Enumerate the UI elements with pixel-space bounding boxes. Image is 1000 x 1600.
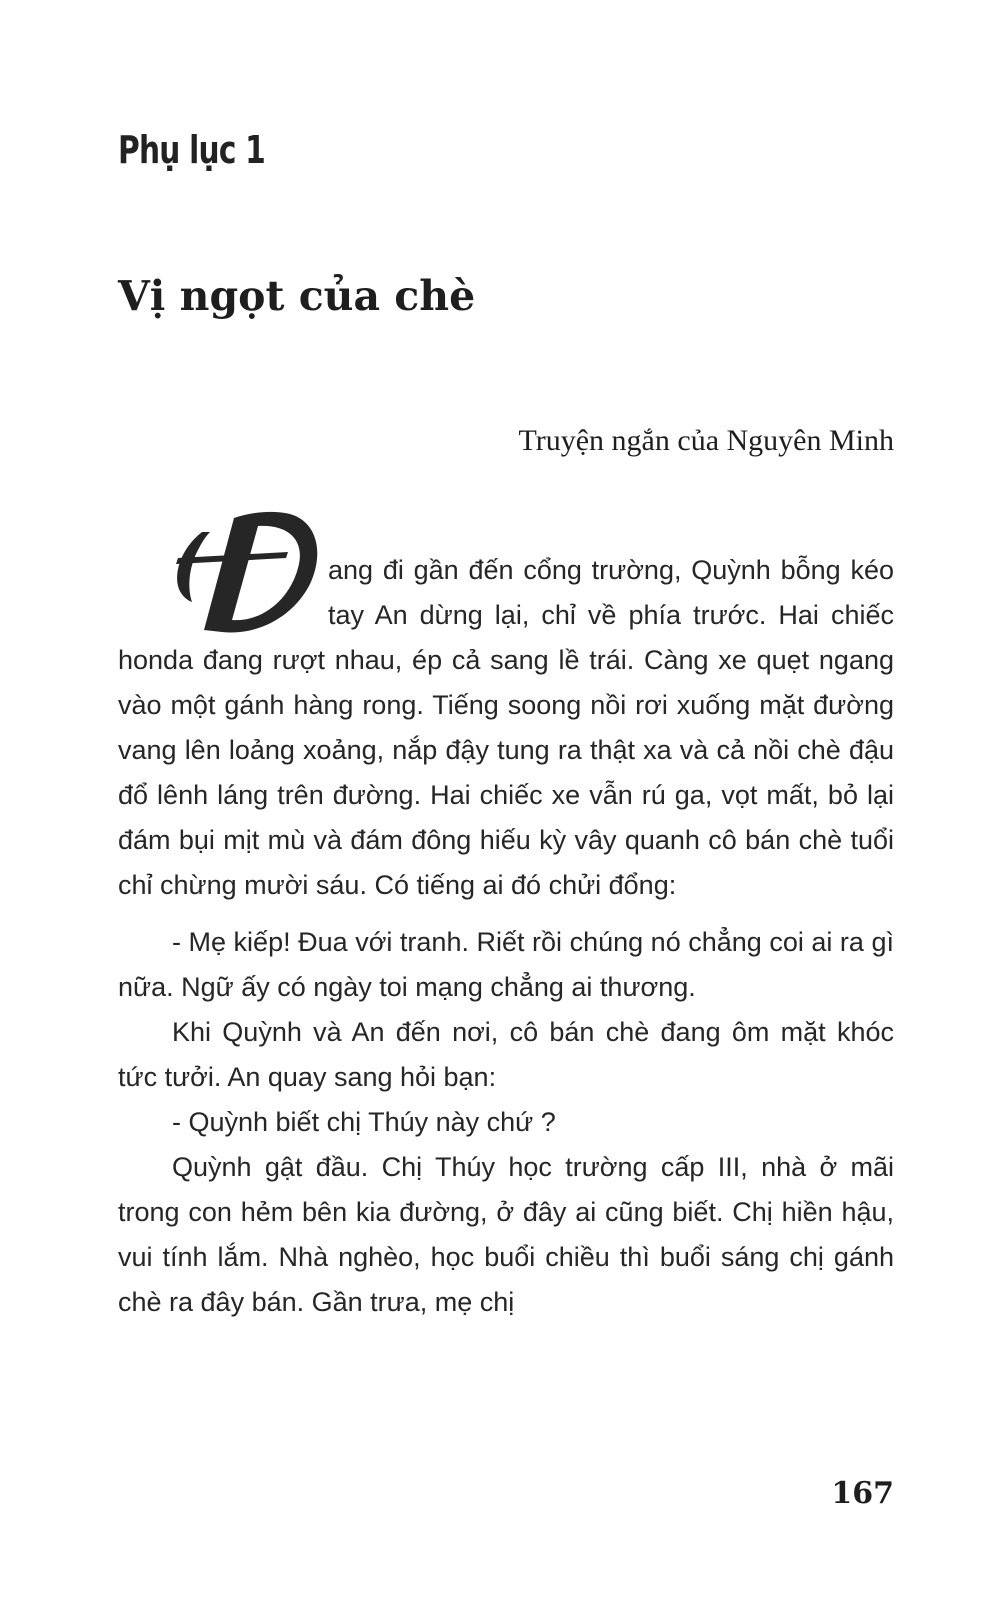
paragraph-dialogue-1: - Mẹ kiếp! Đua với tranh. Riết rồi chúng nó chẳng coi ai ra gì nữa. Ngữ ấy có ngày toi mạng chẳng ai thương. [118, 927, 894, 1002]
page-number: 167 [831, 1476, 894, 1511]
paragraph-5: Quỳnh gật đầu. Chị Thúy học trường cấp III, nhà ở mãi trong con hẻm bên kia đường, ở đây ai cũng biết. Chị hiền hậu, vui tính lắm. Nhà nghèo, học buổi chiều thì buổi sáng chị gánh chè ra đây bán. Gần trưa, mẹ chị [118, 1152, 894, 1317]
story-title: Vị ngọt của chè [118, 272, 476, 320]
opening-text: ang đi gần đến cổng trường, Quỳnh bỗng kéo tay An dừng lại, chỉ về phía trước. Hai chiếc honda đang rượt nhau, ép cả sang lề trái. Càng xe quẹt ngang vào một gánh hàng rong. Tiếng soong nồi rơi xuống mặt đường vang lên loảng xoảng, nắp đậy tung ra thật xa và cả nồi chè đậu đổ lênh láng trên đường. Hai chiếc xe vẫn rú ga, vọt mất, bỏ lại đám bụi mịt mù và đám đông hiếu kỳ vây quanh cô bán chè tuổi chỉ chừng mười sáu. Có tiếng ai đó chửi đổng: [118, 555, 894, 900]
paragraph-dialogue-2: - Quỳnh biết chị Thúy này chứ ? [172, 1107, 556, 1137]
appendix-label: Phụ lục 1 [118, 128, 266, 172]
paragraph-opening [118, 548, 894, 908]
story-body [118, 548, 894, 1325]
author-byline: Truyện ngắn của Nguyên Minh [518, 424, 894, 457]
drop-cap-space [118, 548, 328, 634]
paragraph-3: Khi Quỳnh và An đến nơi, cô bán chè đang ôm mặt khóc tức tưởi. An quay sang hỏi bạn: [118, 1017, 894, 1092]
